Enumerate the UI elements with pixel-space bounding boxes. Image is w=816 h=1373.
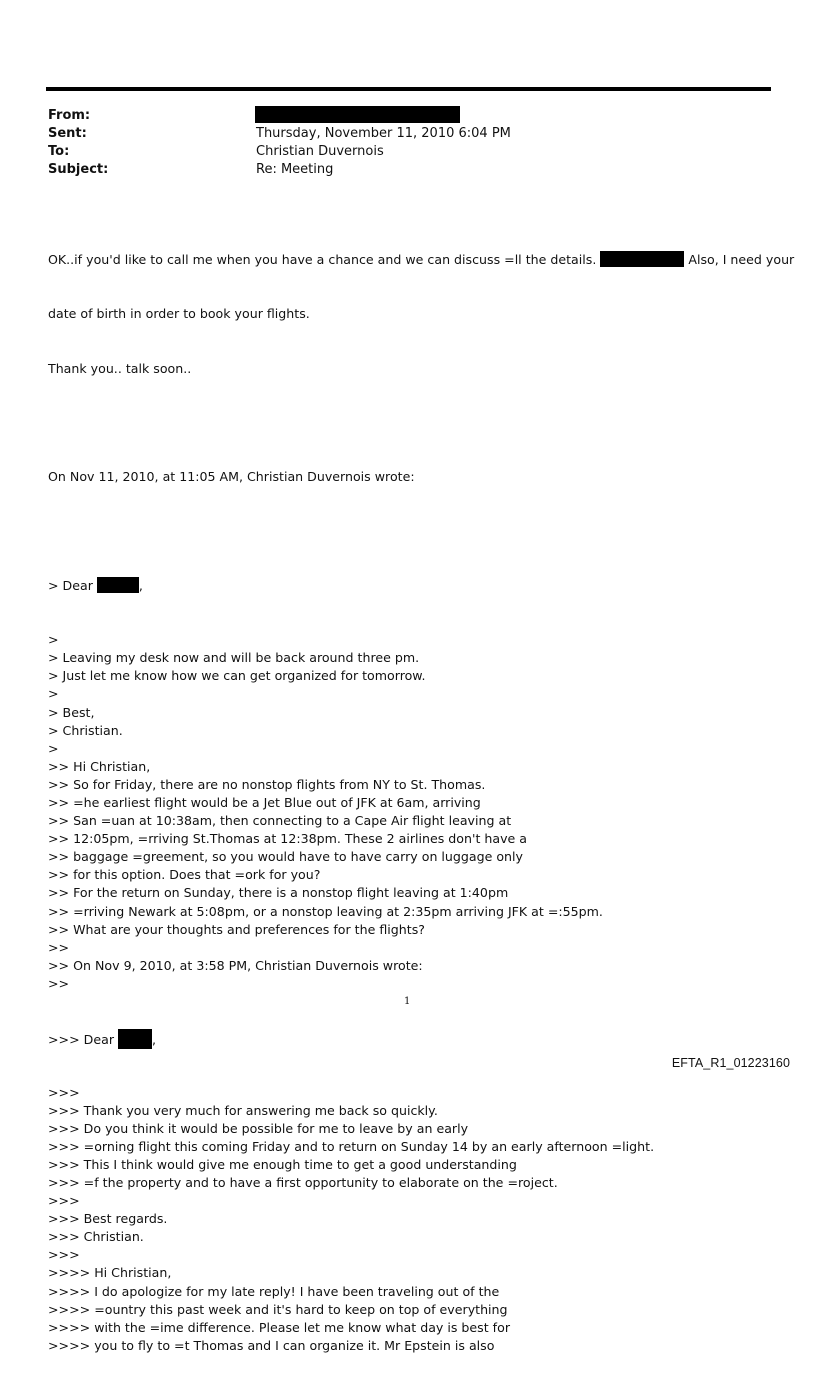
quoted-line: >>>> Hi Christian, bbox=[48, 1265, 172, 1281]
quoted-line: >>> Best regards. bbox=[48, 1211, 168, 1227]
sent-label: Sent: bbox=[48, 126, 87, 141]
greeting-line: > Dear , bbox=[48, 577, 143, 593]
quoted-line: >>> Do you think it would be possible for me to leave by an early bbox=[48, 1120, 469, 1136]
to-label: To: bbox=[48, 144, 70, 159]
body-line: OK..if you'd like to call me when you have a chance and we can discuss =ll the details. Also, I need your bbox=[48, 252, 795, 268]
bates-number: EFTA_R1_01223160 bbox=[671, 1056, 790, 1070]
sent-value: Thursday, November 11, 2010 6:04 PM bbox=[256, 126, 511, 141]
quoted-line: >>> bbox=[48, 1084, 80, 1100]
to-value: Christian Duvernois bbox=[256, 144, 384, 159]
body-line: date of birth in order to book your flights. bbox=[48, 306, 310, 322]
quoted-line: >> =he earliest flight would be a Jet Blue out of JFK at 6am, arriving bbox=[48, 795, 481, 810]
subject-label: Subject: bbox=[48, 162, 109, 177]
body-line: Thank you.. talk soon.. bbox=[48, 360, 192, 376]
quoted-line: >> bbox=[48, 939, 70, 955]
quoted-line: > Just let me know how we can get organized for tomorrow. bbox=[48, 668, 426, 684]
email-body bbox=[48, 215, 794, 1373]
quoted-line: >> bbox=[48, 975, 70, 991]
quoted-line: > Leaving my desk now and will be back around three pm. bbox=[48, 650, 420, 666]
quoted-line: >> =rriving Newark at 5:08pm, or a nonstop leaving at 2:35pm arriving JFK at =:55pm. bbox=[48, 903, 603, 919]
quoted-line: >> San =uan at 10:38am, then connecting to a Cape Air flight leaving at bbox=[48, 813, 512, 829]
page-number: 1 bbox=[404, 996, 411, 1007]
quoted-line: > bbox=[48, 686, 59, 702]
quoted-line: >> for this option. Does that =ork for you? bbox=[48, 867, 321, 883]
quoted-line: >> On Nov 9, 2010, at 3:58 PM, Christian Duvernois wrote: bbox=[48, 957, 423, 973]
quoted-line: >>> bbox=[48, 1193, 80, 1209]
greeting-line: >>> Dear , bbox=[48, 1029, 794, 1047]
quoted-line: >> For the return on Sunday, there is a nonstop flight leaving at 1:40pm bbox=[48, 885, 509, 901]
quoted-line: >> So for Friday, there are no nonstop flights from NY to St. Thomas. bbox=[48, 776, 486, 792]
quoted-line: > Best, bbox=[48, 704, 95, 720]
quoted-line: >>> Thank you very much for answering me back so quickly. bbox=[48, 1102, 438, 1118]
quoted-line: > bbox=[48, 740, 59, 756]
quoted-line: >> baggage =greement, so you would have to have carry on luggage only bbox=[48, 849, 523, 865]
name-redaction bbox=[118, 1029, 152, 1049]
quoted-line: >>> =f the property and to have a first opportunity to elaborate on the =roject. bbox=[48, 1174, 558, 1190]
quoted-line: >>>> =ountry this past week and it's hard to keep on top of everything bbox=[48, 1301, 508, 1317]
quoted-line: >> What are your thoughts and preferences for the flights? bbox=[48, 921, 425, 937]
quoted-line: >>>> with the =ime difference. Please let me know what day is best for bbox=[48, 1319, 510, 1335]
inline-redaction bbox=[600, 251, 684, 267]
name-redaction bbox=[97, 577, 139, 593]
quote-attribution: On Nov 11, 2010, at 11:05 AM, Christian Duvernois wrote: bbox=[48, 469, 415, 485]
subject-value: Re: Meeting bbox=[256, 162, 334, 177]
quoted-line: >>>> you to fly to =t Thomas and I can organize it. Mr Epstein is also bbox=[48, 1337, 495, 1353]
quoted-line: >>> Christian. bbox=[48, 1229, 144, 1245]
quoted-line: >> 12:05pm, =rriving St.Thomas at 12:38pm. These 2 airlines don't have a bbox=[48, 831, 528, 847]
header-rule bbox=[46, 87, 771, 91]
from-redaction bbox=[255, 106, 460, 123]
quoted-line: > Christian. bbox=[48, 722, 123, 738]
quoted-block-2 bbox=[48, 1084, 794, 1355]
quoted-line: > bbox=[48, 632, 59, 648]
quoted-line: >>> bbox=[48, 1247, 80, 1263]
quoted-line: >> Hi Christian, bbox=[48, 758, 151, 774]
quoted-block-1 bbox=[48, 631, 794, 993]
quoted-line: >>> =orning flight this coming Friday and to return on Sunday 14 by an early afternoon =light. bbox=[48, 1138, 655, 1154]
from-label: From: bbox=[48, 108, 91, 123]
quoted-line: >>> This I think would give me enough time to get a good understanding bbox=[48, 1156, 517, 1172]
quoted-line: >>>> I do apologize for my late reply! I have been traveling out of the bbox=[48, 1283, 500, 1299]
